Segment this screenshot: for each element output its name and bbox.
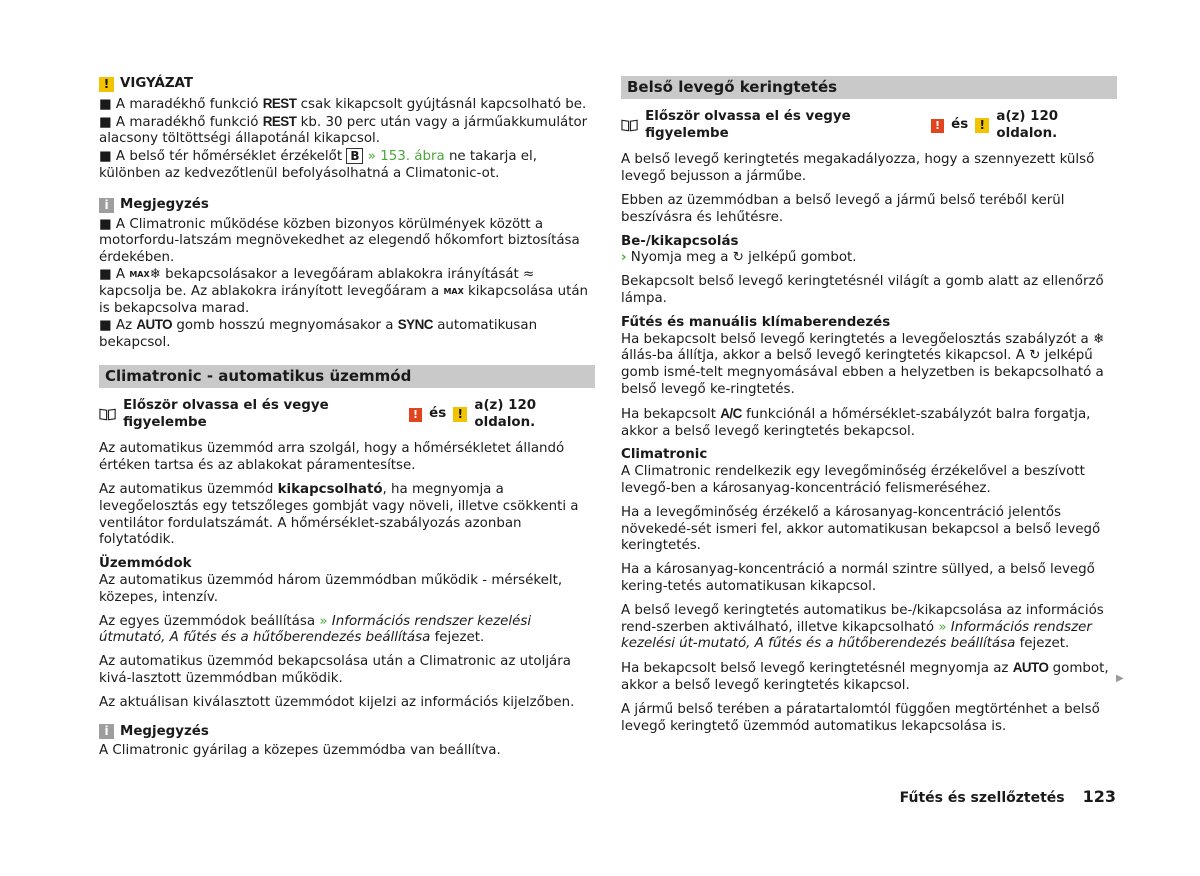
read-first-line: Először olvassa el és vegye figyelembe ! és ! a(z) 120 oldalon. [621,109,1117,143]
paragraph: Az automatikus üzemmód három üzemmódban működik - mérsékelt, közepes, intenzív. [99,572,563,605]
page-number: 123 [1082,787,1116,806]
note-text: A Climatronic gyárilag a közepes üzemmódba van beállítva. [99,743,501,759]
read-first-line: Először olvassa el és vegye figyelembe ! és ! a(z) 120 oldalon. [99,398,595,432]
book-icon [621,119,638,132]
paragraph: Az automatikus üzemmód kikapcsolható, ha megnyomja a levegőelosztás egy tetszőleges gombját vagy növeli, illetve csökkenti a ventilátor fordulatszámát. A hőmérséklet-szabályozás azonban folytatódik. [99,481,579,548]
paragraph: Ha a károsanyag-koncentráció a normál szintre süllyed, a belső levegő kering-tetés automatikusan kikapcsol. [621,562,1095,594]
danger-icon: ! [409,408,422,422]
info-icon: i [99,724,114,739]
max-label: MAX [129,269,150,279]
subheading: Üzemmódok [99,556,192,572]
note-title: Megjegyzés [120,723,209,739]
warning-item: ■ A maradékhő funkció REST csak kikapcsolt gyújtásnál kapcsolható be. [99,95,587,112]
paragraph: A Climatronic rendelkezik egy levegőminőség érzékelővel a beszívott levegő-ben a károsanyag-koncentráció felismeréséhez. [621,464,1085,496]
reference-link[interactable]: » [319,613,328,629]
paragraph: Az automatikus üzemmód bekapcsolása után a Climatronic az utoljára kivá-lasztott üzemmódban működik. [99,654,571,686]
subheading: Fűtés és manuális klímaberendezés [621,314,891,330]
paragraph: Ha bekapcsolt A/C funkciónál a hőmérséklet-szabályzót balra forgatja, akkor a belső levegő keringtetés bekapcsol. [621,405,1091,439]
defrost-icon: ❄ [149,266,161,282]
paragraph: Az automatikus üzemmód arra szolgál, hogy a hőmérsékletet állandó értéken tartsa és az ablakokat páramentesítse. [99,441,565,474]
paragraph: A jármű belső terében a páratartalomtól függően megtörténhet a belső levegő keringtető üzemmód automatikus lekapcsolása is. [621,701,1100,734]
warning-icon: ! [975,118,989,133]
figure-link[interactable]: » 153. ábra [367,149,445,165]
note-heading [99,197,595,214]
paragraph: Ha a levegőminőség érzékelő a károsanyag-koncentráció jelentős növekedé-sét ismeri fel, akkor automatikusan bekapcsol a belső levegő keringtetés. [621,504,1101,554]
paragraph: Az egyes üzemmódok beállítása » Információs rendszer kezelési útmutató, A fűtés és a hűtőberendezés beállítása fejezet. [99,613,532,646]
warning-item: ■ A belső tér hőmérséklet érzékelőt B » 153. ábra ne takarja el, különben az kedvezőtlenül befolyásolhatná a Climatonic-ot. [99,149,538,181]
recirculation-icon: ↻ [732,250,744,266]
chapter-title: Fűtés és szellőztetés [899,790,1065,806]
reference-link[interactable]: » [938,619,947,635]
figure-ref-box: B [346,148,363,164]
note-title: Megjegyzés [120,196,209,212]
warning-icon: ! [453,407,467,422]
paragraph: Bekapcsolt belső levegő keringtetésnél világít a gomb alatt az ellenőrző lámpa. [621,274,1104,306]
warning-heading [99,76,595,93]
note-item: ■ A MAX❄ bekapcsolásakor a levegőáram ablakokra irányítását ≈ kapcsolja be. Az ablakokra irányított levegőáram a MAX kikapcsolása után is bekapcsolva marad. [99,266,589,316]
warning-icon: ! [99,77,114,92]
warning-item: ■ A maradékhő funkció REST kb. 30 perc után vagy a járműakkumulátor alacsony töltöttségi állapotánál kikapcsol. [99,113,588,147]
note-heading [99,724,595,741]
danger-icon: ! [931,119,944,133]
recirculation-icon: ↻ [1029,348,1041,364]
subheading: Be-/kikapcsolás [621,233,739,249]
right-column [621,76,1117,742]
info-icon: i [99,198,114,213]
paragraph: Ebben az üzemmódban a belső levegő a jármű belső teréből kerül beszívásra és lehűtésre. [621,192,1065,225]
paragraph: A belső levegő keringtetés megakadályozza, hogy a szennyezett külső levegő bejusson a járműbe. [621,152,1095,185]
windshield-icon: ≈ [523,266,535,282]
continue-arrow-icon: ▶ [1116,673,1124,684]
paragraph: Ha bekapcsolt belső levegő keringtetés a levegőelosztás szabályzót a ❄ állás-ba állítja, akkor a belső levegő keringtetés kikapcsol. A ↻ jelképű gomb ismé-telt megnyomásával ebben a helyzetben is bekapcsolható a belső levegő ke-ringtetés. [621,331,1105,397]
note-item: ■ A Climatronic működése közben bizonyos körülmények között a motorfordu-latszám megnövekedhet az elegendő hőkomfort biztosítása érdekében. [99,216,580,266]
book-icon [99,408,116,421]
section-title: Climatronic - automatikus üzemmód [99,365,595,388]
defrost-icon: ❄ [1093,331,1105,347]
page-footer [900,787,1116,806]
step-arrow-icon: › [621,250,627,266]
warning-title: VIGYÁZAT [120,76,193,91]
subheading: Climatronic [621,447,708,463]
section-title: Belső levegő keringtetés [621,76,1117,99]
paragraph: Ha bekapcsolt belső levegő keringtetésnél megnyomja az AUTO gombot, akkor a belső levegő keringtetés kikapcsol. [621,660,1109,693]
paragraph: A belső levegő keringtetés automatikus be-/kikapcsolása az információs rend-szerben aktiválható, illetve kikapcsolható » Információs rendszer kezelési út-mutató, A fűtés és a hűtőberendezés beállítása fejezet. [621,602,1104,652]
note-item: ■ Az AUTO gomb hosszú megnyomásakor a SYNC automatikusan bekapcsol. [99,317,538,351]
paragraph: Az aktuálisan kiválasztott üzemmódot kijelzi az információs kijelzőben. [99,694,575,710]
step: › Nyomja meg a ↻ jelképű gombot. [621,250,857,266]
left-column [99,76,595,760]
